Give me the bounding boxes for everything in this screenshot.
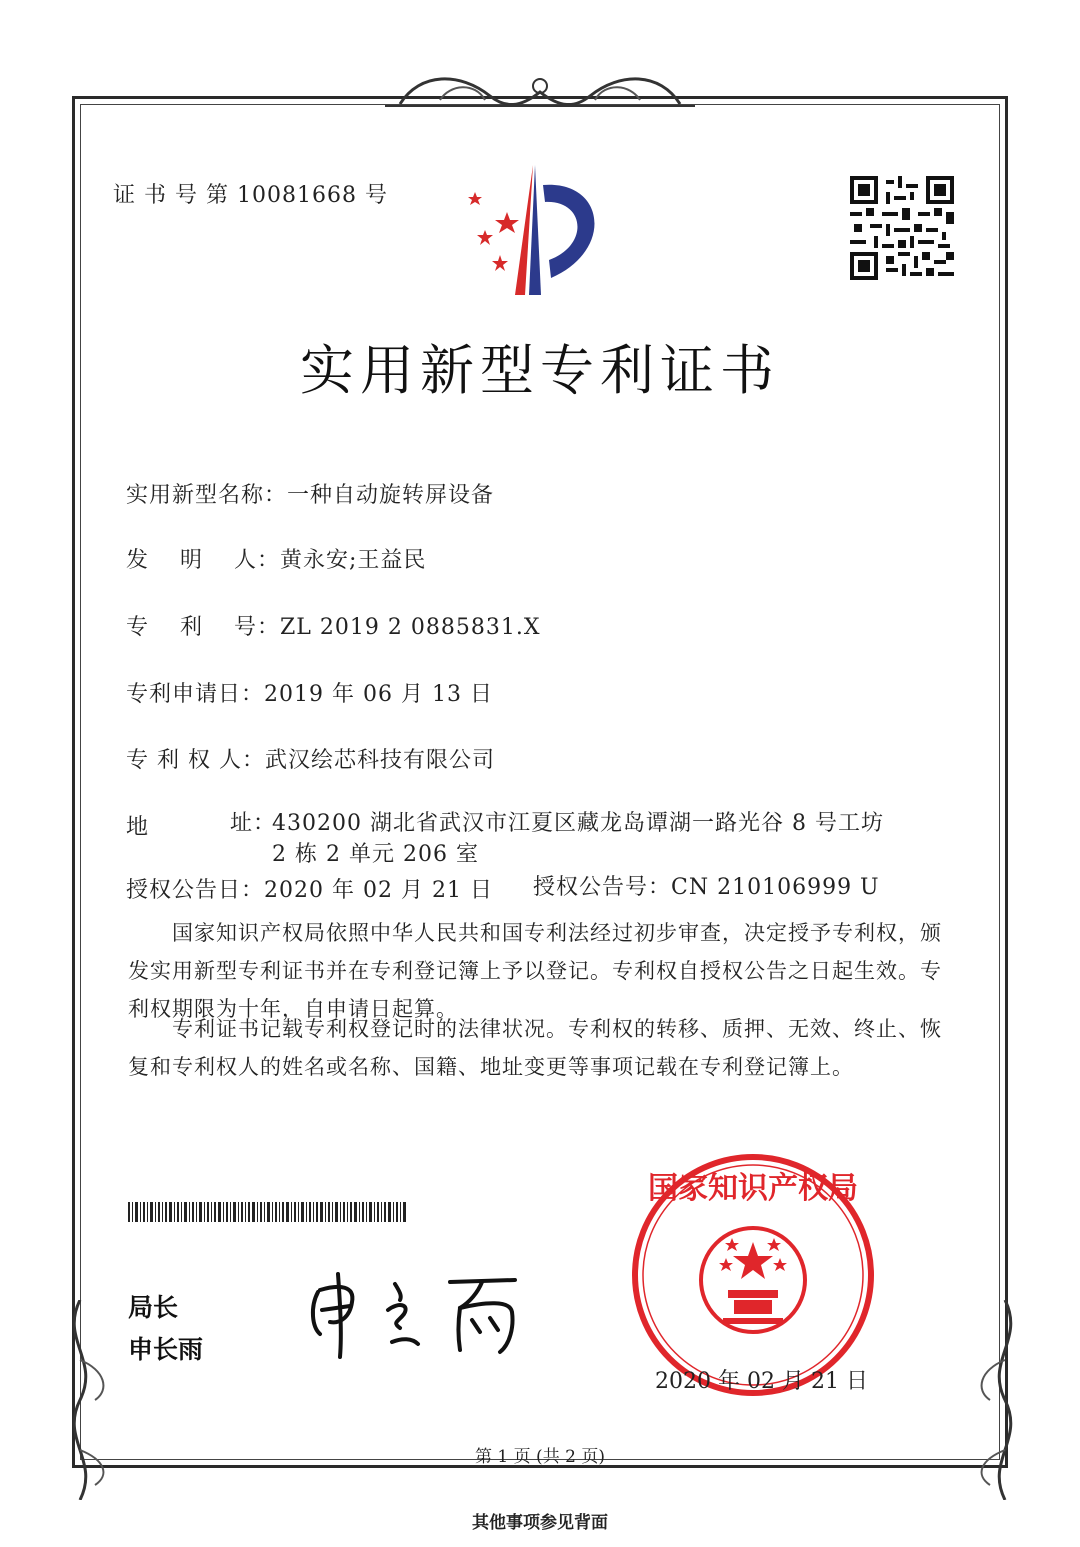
grant-statement-paragraph: 国家知识产权局依照中华人民共和国专利法经过初步审查，决定授予专利权，颁发实用新型专利证书并在专利登记簿上予以登记。专利权自授权公告之日起生效。专利权期限为十年，自申请日起算。 <box>128 921 942 1021</box>
left-corner-ornament <box>50 1300 140 1500</box>
top-ornament <box>380 62 700 122</box>
director-title: 局长 <box>128 1293 179 1322</box>
filing-date-row <box>126 677 493 708</box>
handwritten-signature <box>300 1262 540 1362</box>
inventor-label: 发 明 人： <box>126 548 280 573</box>
patentee-value: 武汉绘芯科技有限公司 <box>264 748 495 773</box>
utility-model-name-label: 实用新型名称： <box>126 483 288 508</box>
inventor-value: 黄永安;王益民 <box>280 548 427 573</box>
filing-date-label: 专利申请日： <box>126 682 265 707</box>
seal-text-top: 国家知识产权局 <box>648 1171 858 1206</box>
grant-date-label: 授权公告日： <box>126 878 265 903</box>
address-label-right: 址： <box>230 811 277 836</box>
right-corner-ornament <box>945 1300 1035 1500</box>
certificate-title: 实用新型专利证书 <box>300 339 780 402</box>
page-indicator: 第 1 页 (共 2 页) <box>475 1447 605 1467</box>
barcode <box>128 1202 408 1222</box>
cnipa-logo <box>455 160 615 300</box>
patent-number-label: 专 利 号： <box>126 615 280 640</box>
patentee-row <box>126 743 495 774</box>
address-label-left: 地 <box>126 815 150 840</box>
qr-code <box>850 176 954 280</box>
director-name: 申长雨 <box>128 1335 204 1364</box>
grant-number-row <box>533 870 880 901</box>
official-red-seal <box>628 1150 878 1400</box>
inventor-row <box>126 543 426 574</box>
address-line-2: 2 栋 2 单元 206 室 <box>272 842 479 867</box>
filing-date-value: 2019 年 06 月 13 日 <box>264 682 493 707</box>
seal-date: 2020 年 02 月 21 日 <box>655 1369 868 1394</box>
grant-number-label: 授权公告号： <box>533 875 672 900</box>
grant-date-row <box>126 873 493 904</box>
patentee-label: 专 利 权 人： <box>126 748 265 773</box>
patent-number-value: ZL 2019 2 0885831.X <box>280 615 541 640</box>
certificate-number: 证 书 号 第 10081668 号 <box>113 183 388 208</box>
legal-status-paragraph: 专利证书记载专利权登记时的法律状况。专利权的转移、质押、无效、终止、恢复和专利权人的姓名或名称、国籍、地址变更等事项记载在专利登记簿上。 <box>128 1017 942 1079</box>
utility-model-name-value: 一种自动旋转屏设备 <box>287 483 495 508</box>
address-line-1: 430200 湖北省武汉市江夏区藏龙岛谭湖一路光谷 8 号工坊 <box>272 811 884 836</box>
patent-number-row <box>126 610 541 641</box>
utility-model-name-row <box>126 478 494 509</box>
footer-note: 其他事项参见背面 <box>472 1513 608 1533</box>
grant-number-value: CN 210106999 U <box>671 875 880 900</box>
grant-date-value: 2020 年 02 月 21 日 <box>264 878 493 903</box>
